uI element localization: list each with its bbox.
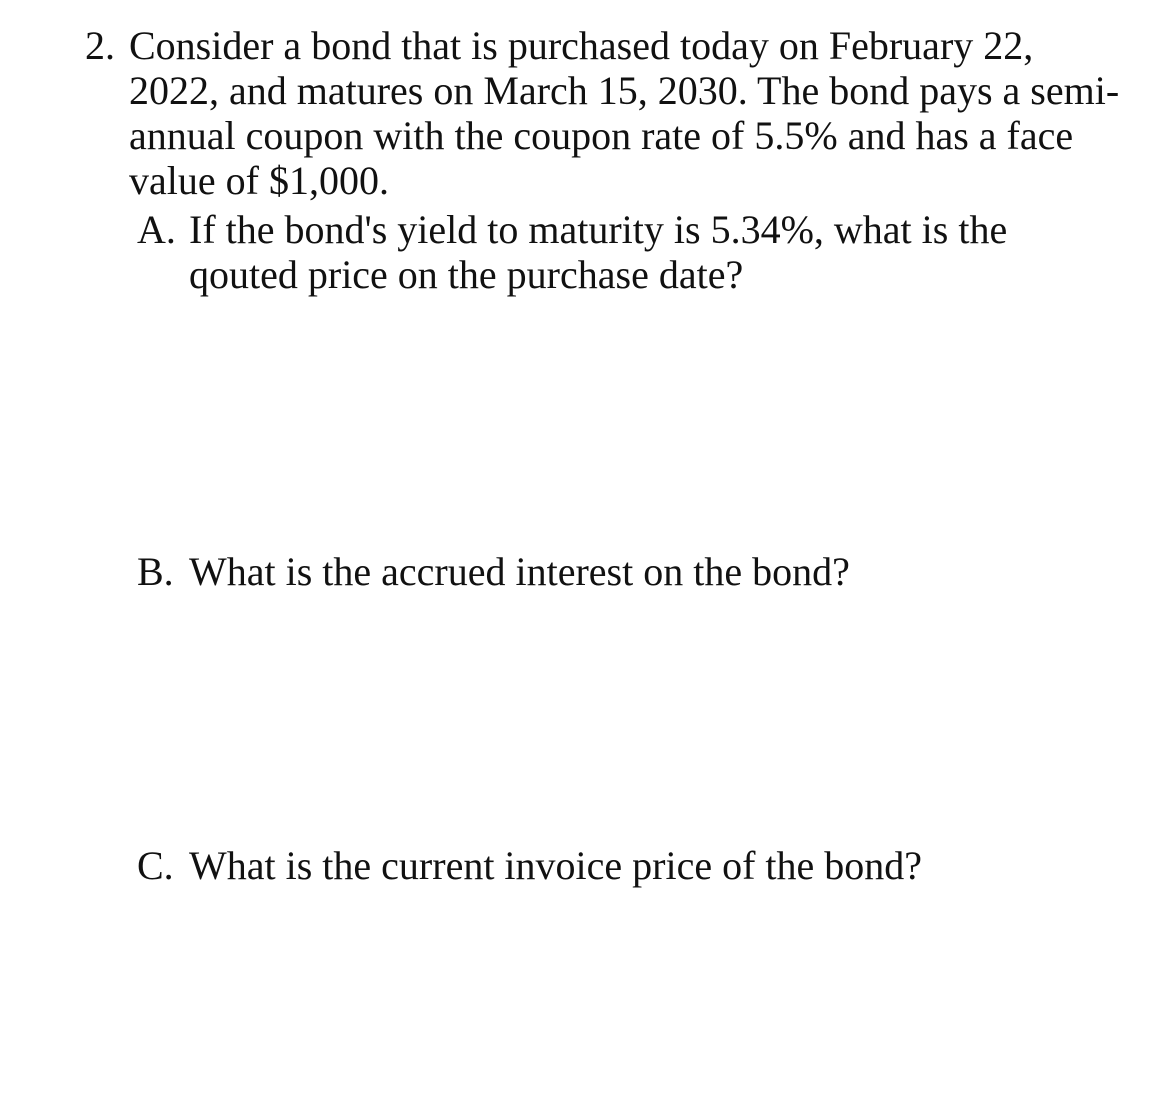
part-a (137, 207, 1137, 297)
part-b-text (189, 549, 1137, 594)
part-c (137, 843, 1137, 888)
part-a-line-1: If the bond's yield to maturity is 5.34%, what is the (189, 207, 1008, 252)
question-line-2: 2022, and matures on March 15, 2030. The bond pays a semi- (129, 68, 1120, 113)
part-b (137, 549, 1137, 594)
question-2 (85, 23, 1145, 203)
question-number: 2. (85, 23, 115, 68)
part-c-letter: C. (137, 843, 174, 888)
part-b-line-1: What is the accrued interest on the bond? (189, 549, 850, 594)
part-a-letter: A. (137, 207, 176, 252)
question-line-3: annual coupon with the coupon rate of 5.5% and has a face (129, 113, 1074, 158)
part-c-line-1: What is the current invoice price of the bond? (189, 843, 923, 888)
part-a-line-2: qouted price on the purchase date? (189, 252, 744, 297)
part-b-letter: B. (137, 549, 174, 594)
question-text (129, 23, 1145, 203)
part-c-text (189, 843, 1137, 888)
question-line-1: Consider a bond that is purchased today on February 22, (129, 23, 1034, 68)
question-line-4: value of $1,000. (129, 158, 389, 203)
part-a-text (189, 207, 1137, 297)
